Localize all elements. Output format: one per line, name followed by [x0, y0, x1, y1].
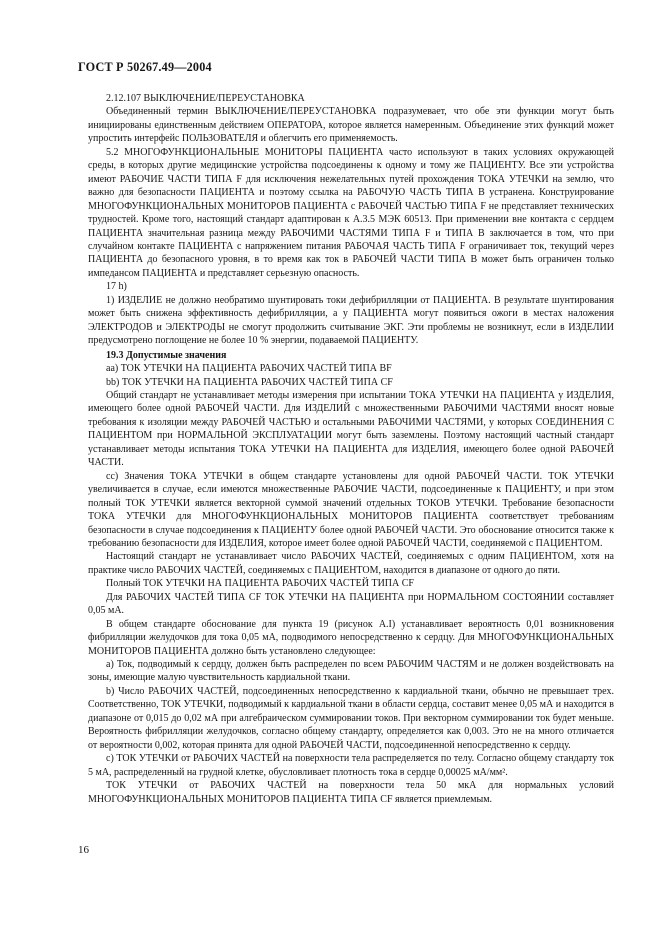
paragraph: В общем стандарте обоснование для пункта 19 (рисунок А.I) устанавливает вероятность 0,01 возникновения фибрилляции желудочков для тока 0,05 мА, подводимого непосредственно к сердцу. Для МНОГОФУНКЦИОНАЛЬНЫХ МОНИТОРОВ ПАЦИЕНТА должно быть установлено следующее:: [88, 618, 614, 657]
paragraph: Объединенный термин ВЫКЛЮЧЕНИЕ/ПЕРЕУСТАНОВКА подразумевает, что обе эти функции могут быть инициированы единственным действием ОПЕРАТОРА, которое является намеренным. Объединение этих функций может упростить интерфейс ПОЛЬЗОВАТЕЛЯ и облегчить его применяемость.: [88, 106, 614, 145]
section-heading-19-3: 19.3 Допустимые значения: [106, 349, 227, 361]
paragraph: ТОК УТЕЧКИ от РАБОЧИХ ЧАСТЕЙ на поверхности тела 50 мкА для нормальных условий МНОГОФУНКЦИОНАЛЬНЫХ МОНИТОРОВ ПАЦИЕНТА ТИПА CF является приемлемым.: [88, 780, 614, 805]
document-body: [88, 92, 614, 806]
document-header: ГОСТ Р 50267.49—2004: [78, 60, 212, 74]
item-c: с) ТОК УТЕЧКИ от РАБОЧИХ ЧАСТЕЙ на поверхности тела распределяется по телу. Согласно общему стандарту ток 5 мА, распределенный на грудной клетке, обусловливает плотность тока в сердце 0,00025 мА/мм².: [88, 753, 614, 778]
page-number: 16: [78, 844, 89, 856]
paragraph: Для РАБОЧИХ ЧАСТЕЙ ТИПА CF ТОК УТЕЧКИ НА ПАЦИЕНТА при НОРМАЛЬНОМ СОСТОЯНИИ составляет 0,05 мА.: [88, 591, 614, 617]
item-17h: 17 h): [106, 281, 127, 293]
section-heading-2-12-107: 2.12.107 ВЫКЛЮЧЕНИЕ/ПЕРЕУСТАНОВКА: [106, 93, 305, 104]
item-a: а) Ток, подводимый к сердцу, должен быть распределен по всем РАБОЧИМ ЧАСТЯМ и не должен воздействовать на зоны, имеющие малую чувствительность кардиальной ткани.: [88, 659, 614, 684]
paragraph-17h-1: 1) ИЗДЕЛИЕ не должно необратимо шунтировать токи дефибрилляции от ПАЦИЕНТА. В результате шунтирования может быть снижена эффективность дефибрилляции, а у ПАЦИЕНТА могут появиться ожоги в местах наложения ЭЛЕКТРОДОВ и ЭЛЕКТРОДЫ не смогут продолжить считывание ЭКГ. Эти проблемы не возникнут, если в ИЗДЕЛИИ предусмотрено поглощение не более 10 % энергии, подаваемой ПАЦИЕНТУ.: [88, 294, 614, 347]
item-cc: сс) Значения ТОКА УТЕЧКИ в общем стандарте установлены для одной РАБОЧЕЙ ЧАСТИ. ТОК УТЕЧКИ увеличивается в случае, если имеются множественные РАБОЧИЕ ЧАСТИ, подсоединенные к ПАЦИЕНТУ, и при этом полный ТОК УТЕЧКИ является векторной суммой значений отдельных ТОКОВ УТЕЧКИ. Требование безопасности ТОКА УТЕЧКИ для МНОГОФУНКЦИОНАЛЬНЫХ МОНИТОРОВ ПАЦИЕНТА соответствует требованиям безопасности в случае подсоединения к ПАЦИЕНТУ более одной РАБОЧЕЙ ЧАСТИ. Это обоснование относится также к требованию безопасности для ИЗДЕЛИЯ, которое имеет более одной РАБОЧЕЙ ЧАСТИ, соединяемой с ПАЦИЕНТОМ.: [88, 470, 614, 549]
item-bb: bb) ТОК УТЕЧКИ НА ПАЦИЕНТА РАБОЧИХ ЧАСТЕЙ ТИПА CF: [106, 376, 393, 388]
paragraph-5-2: 5.2 МНОГОФУНКЦИОНАЛЬНЫЕ МОНИТОРЫ ПАЦИЕНТА часто используют в таких условиях окружающей среды, в которых другие медицинские устройства подсоединены к одному и тому же ПАЦИЕНТУ. Все эти устройства имеют РАБОЧИЕ ЧАСТИ ТИПА F для исключения нежелательных путей прохождения ТОКА УТЕЧКИ на землю, что важно для безопасности ПАЦИЕНТА и поэтому ссылка на РАБОЧУЮ ЧАСТЬ ТИПА В устранена. Конструирование МНОГОФУНКЦИОНАЛЬНЫХ МОНИТОРОВ ПАЦИЕНТА с РАБОЧЕЙ ЧАСТЬЮ ТИПА F не представляет технических трудностей. Кроме того, настоящий стандарт адаптирован к А.3.5 МЭК 60513. При применении вне контакта с сердцем ПАЦИЕНТА значительная разница между РАБОЧИМИ ЧАСТЯМИ ТИПА F и ТИПА В заключается в том, что при случайном контакте ПАЦИЕНТА с напряжением питания РАБОЧАЯ ЧАСТЬ ТИПА F ограничивает ток, текущий через ПАЦИЕНТА до безопасного уровня, в то время как ток в РАБОЧЕЙ ЧАСТИ ТИПА В может быть ограничен только импедансом ПАЦИЕНТА и представляет серьезную опасность.: [88, 146, 614, 279]
item-b: b) Число РАБОЧИХ ЧАСТЕЙ, подсоединенных непосредственно к кардиальной ткани, обычно не превышает трех. Соответственно, ТОК УТЕЧКИ, подводимый к кардиальной ткани в области сердца, составит менее 0,05 мА и находится в диапазоне от 0,015 до 0,02 мА при алгебраическом суммировании токов. При векторном суммировании ток будет меньше. Вероятность фибрилляции желудочков, согласно общему стандарту, определяется как 0,003. Это не на много отличается от вероятности 0,002, которая принята для одной РАБОЧЕЙ ЧАСТИ, подсоединенной непосредственно к сердцу.: [88, 685, 614, 751]
subheading-cf: Полный ТОК УТЕЧКИ НА ПАЦИЕНТА РАБОЧИХ ЧАСТЕЙ ТИПА CF: [106, 578, 414, 590]
paragraph: Общий стандарт не устанавливает методы измерения при испытании ТОКА УТЕЧКИ НА ПАЦИЕНТА у ИЗДЕЛИЯ, имеющего более одной РАБОЧЕЙ ЧАСТИ. Для ИЗДЕЛИЙ с множественными РАБОЧИМИ ЧАСТЯМИ вносят новые требования к изоляции между РАБОЧЕЙ ЧАСТЬЮ и остальными РАБОЧИМИ ЧАСТЯМИ, у которых СОЕДИНЕНИЯ С ПАЦИЕНТОМ при НОРМАЛЬНОЙ ЭКСПЛУАТАЦИИ могут быть заземлены. Поэтому настоящий частный стандарт устанавливает методы испытания ТОКА УТЕЧКИ НА ПАЦИЕНТА для ИЗДЕЛИЯ, имеющего более одной РАБОЧЕЙ ЧАСТИ.: [88, 389, 614, 469]
item-aa: аа) ТОК УТЕЧКИ НА ПАЦИЕНТА РАБОЧИХ ЧАСТЕЙ ТИПА BF: [106, 363, 392, 375]
paragraph: Настоящий стандарт не устанавливает число РАБОЧИХ ЧАСТЕЙ, соединяемых с одним ПАЦИЕНТОМ, хотя на практике число РАБОЧИХ ЧАСТЕЙ, соединяемых с ПАЦИЕНТОМ, находится в диапазоне от одного до пяти.: [88, 551, 614, 576]
